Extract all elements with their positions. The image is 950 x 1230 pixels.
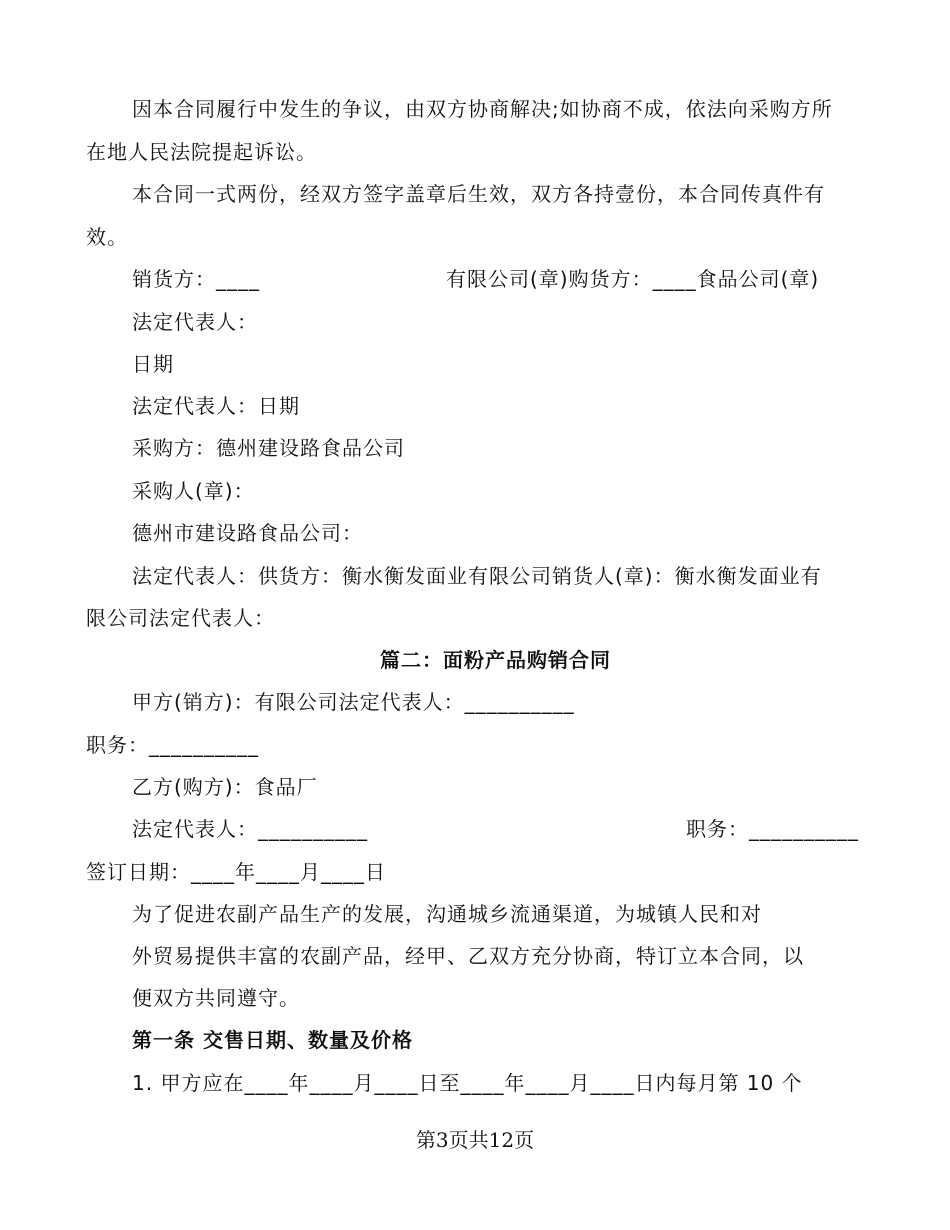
buyer-line: 有限公司(章)购货方：____食品公司(章) (446, 267, 820, 291)
paragraph-line: 为了促进农副产品生产的发展，沟通城乡流通渠道，为城镇人民和对 (132, 902, 762, 926)
paragraph-line: 法定代表人：供货方：衡水衡发面业有限公司销货人(章)：衡水衡发面业有 (132, 564, 822, 588)
representative-line: 法定代表人：__________ (132, 817, 368, 841)
section-heading: 篇二：面粉产品购销合同 (380, 648, 611, 672)
party-b-line: 乙方(购方)：食品厂 (132, 775, 318, 799)
paragraph-line: 外贸易提供丰富的农副产品，经甲、乙双方充分协商，特订立本合同，以 (132, 944, 804, 968)
paragraph-line: 采购方：德州建设路食品公司 (132, 436, 405, 460)
paragraph-line: 因本合同履行中发生的争议，由双方协商解决;如协商不成，依法向采购方所 (132, 97, 833, 121)
paragraph-line: 日期 (132, 352, 174, 376)
paragraph-line: 本合同一式两份，经双方签字盖章后生效，双方各持壹份，本合同传真件有 (132, 182, 825, 206)
paragraph-line: 效。 (86, 225, 128, 249)
paragraph-line: 德州市建设路食品公司： (132, 521, 363, 545)
paragraph-line: 法定代表人：日期 (132, 394, 300, 418)
sign-date-line: 签订日期：____年____月____日 (86, 860, 386, 884)
position-line: 职务：__________ (686, 817, 859, 841)
party-a-line: 甲方(销方)：有限公司法定代表人：__________ (132, 690, 575, 714)
paragraph-line: 在地人民法院提起诉讼。 (86, 140, 317, 164)
page-number-footer: 第3页共12页 (415, 1128, 535, 1152)
paragraph-line: 职务：__________ (86, 733, 259, 757)
paragraph-line: 便双方共同遵守。 (132, 986, 300, 1010)
seller-line: 销货方：____ (132, 267, 260, 291)
paragraph-line: 1. 甲方应在____年____月____日至____年____月____日内每月第 10 个 (132, 1071, 803, 1095)
paragraph-line: 法定代表人： (132, 310, 258, 334)
article-heading: 第一条 交售日期、数量及价格 (132, 1028, 413, 1052)
paragraph-line: 限公司法定代表人： (86, 606, 275, 630)
paragraph-line: 采购人(章)： (132, 479, 255, 503)
